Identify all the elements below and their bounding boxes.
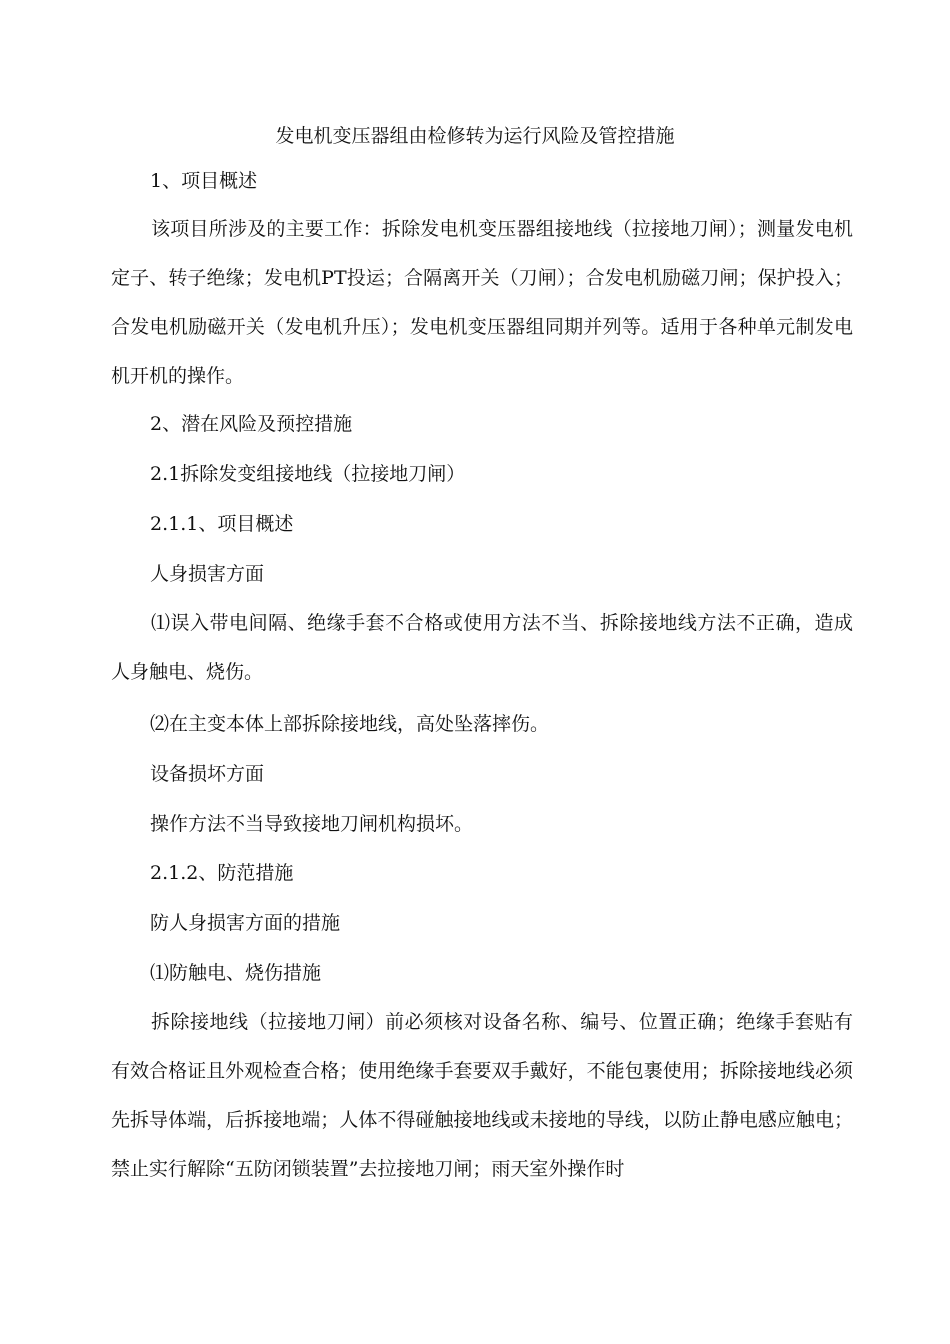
page-title: 发电机变压器组由检修转为运行风险及管控措施 [275,125,675,147]
personal-injury-heading: 人身损害方面 [150,563,265,585]
risk-item-2: ⑵在主变本体上部拆除接地线，高处坠落摔伤。 [150,713,550,735]
measure-item-1: ⑴防触电、烧伤措施 [150,962,322,984]
equipment-risk-text: 操作方法不当导致接地刀闸机构损坏。 [150,813,474,835]
section-heading-2: 2、潜在风险及预控措施 [150,413,353,435]
subsection-heading-2-1: 2.1拆除发变组接地线（拉接地刀闸） [150,463,466,485]
risk-item-1: ⑴误入带电间隔、绝缘手套不合格或使用方法不当、拆除接地线方法不正确，造成人身触电、烧伤。 [111,612,853,683]
equipment-damage-heading: 设备损坏方面 [150,763,265,785]
measure-item-1-text: 拆除接地线（拉接地刀闸）前必须核对设备名称、编号、位置正确；绝缘手套贴有有效合格证且外观检查合格；使用绝缘手套要双手戴好，不能包裹使用；拆除接地线必须先拆导体端，后拆接地端；人体不得碰触接地线或未接地的导线，以防止静电感应触电；禁止实行解除“五防闭锁装置”去拉接地刀闸；雨天室外操作时 [111,1011,853,1180]
subsection-heading-2-1-1: 2.1.1、项目概述 [150,513,294,535]
subsection-heading-2-1-2: 2.1.2、防范措施 [150,862,294,884]
section-heading-1: 1、项目概述 [150,170,258,192]
overview-paragraph: 该项目所涉及的主要工作：拆除发电机变压器组接地线（拉接地刀闸）；测量发电机定子、转子绝缘；发电机PT投运；合隔离开关（刀闸）；合发电机励磁刀闸；保护投入；合发电机励磁开关（发电机升压）；发电机变压器组同期并列等。适用于各种单元制发电机开机的操作。 [111,218,853,387]
personal-measures-heading: 防人身损害方面的措施 [150,912,341,934]
